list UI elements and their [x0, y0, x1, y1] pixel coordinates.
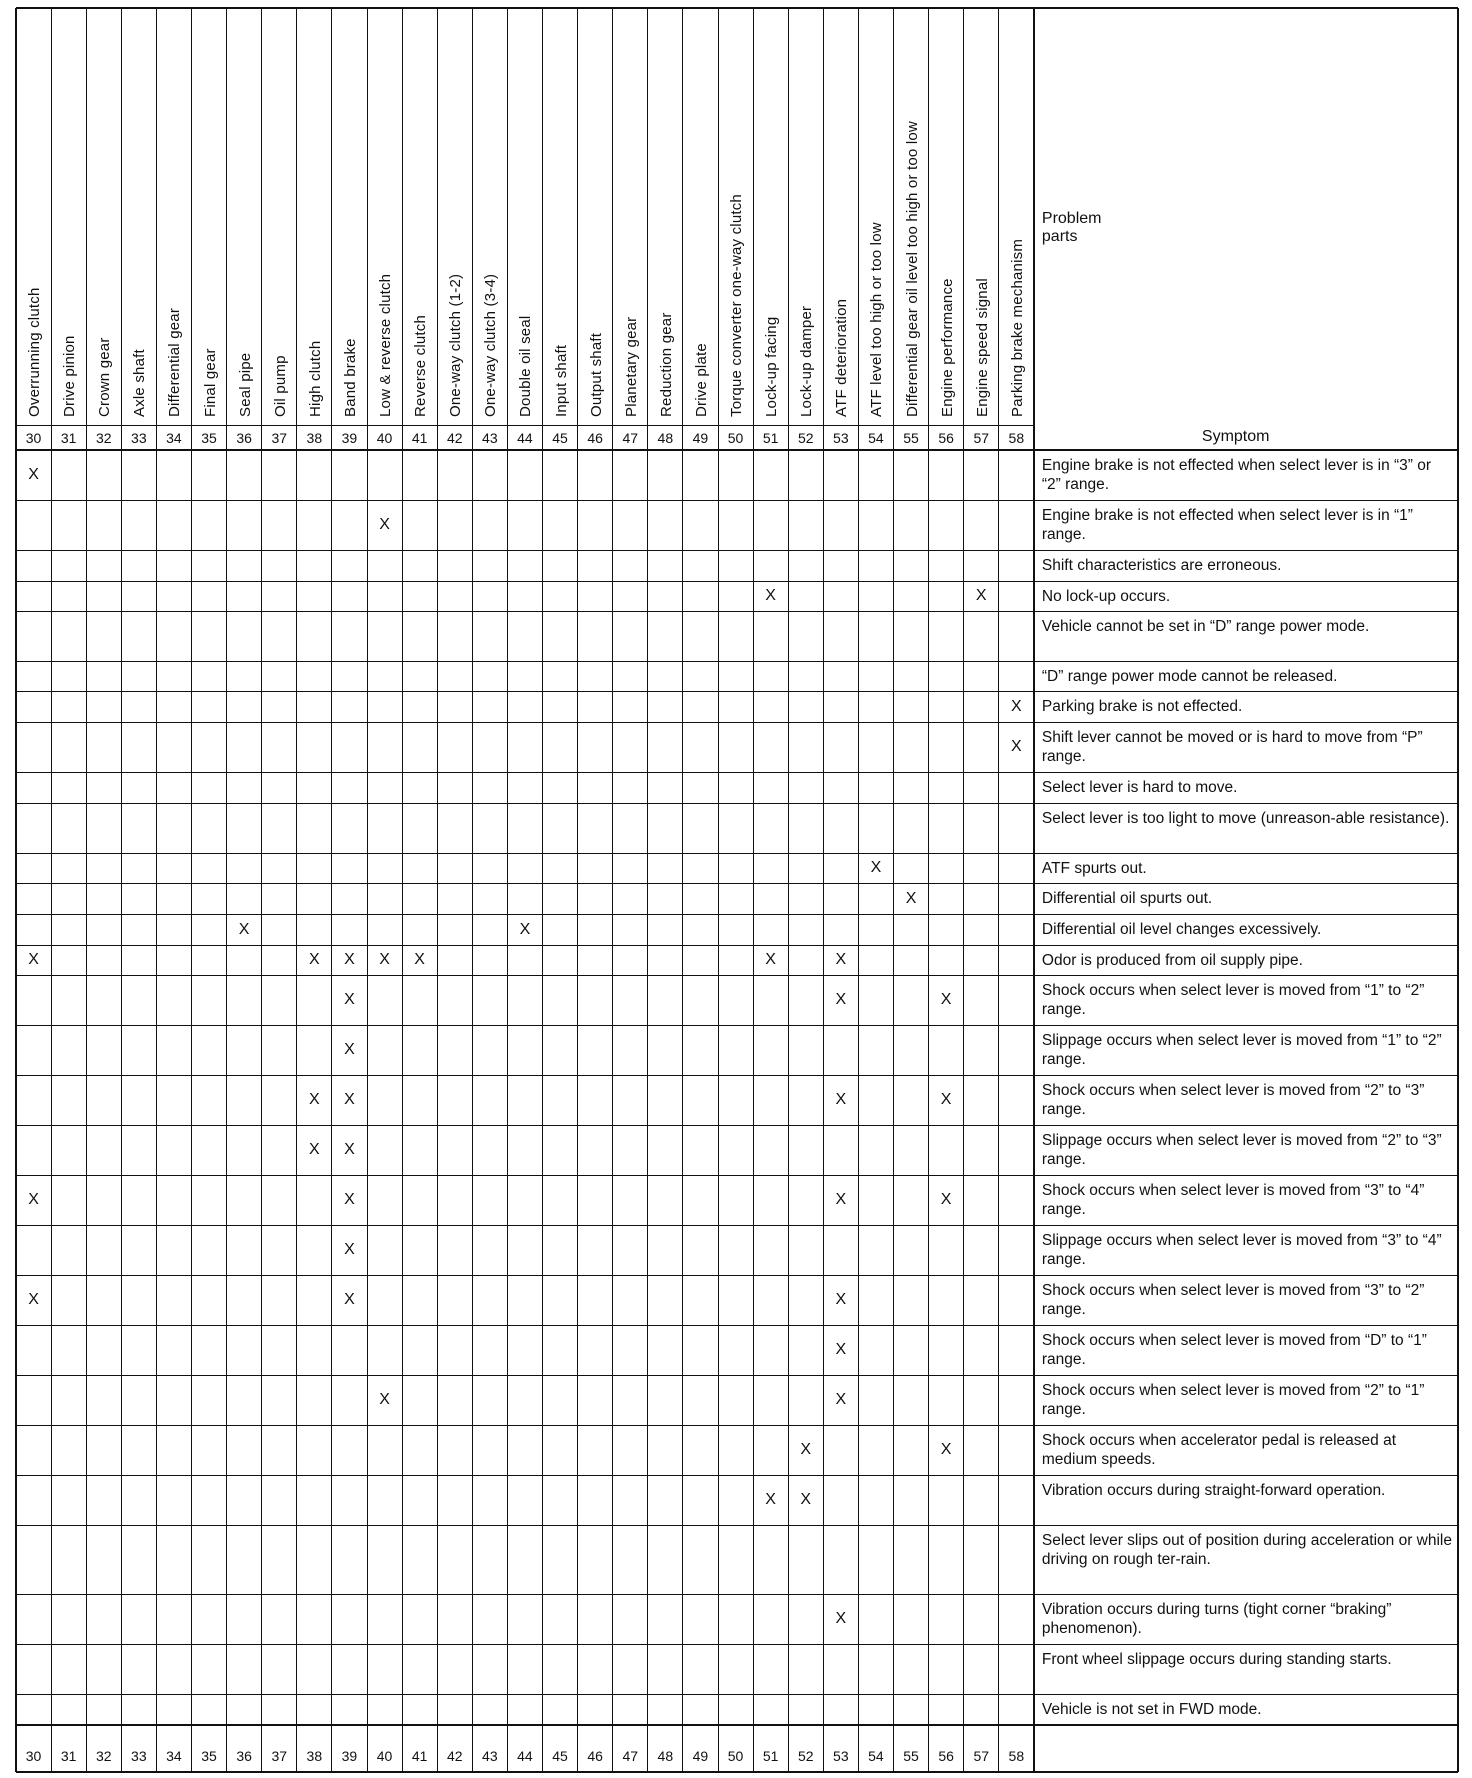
x-mark-39: X [344, 1191, 355, 1208]
part-number-bottom-31: 31 [60, 1748, 77, 1764]
part-number-top-43: 43 [482, 430, 498, 446]
part-number-bottom-49: 49 [692, 1748, 709, 1764]
table-row [16, 581, 1458, 611]
table-row [16, 975, 1458, 1025]
table-row [16, 1644, 1458, 1694]
x-mark-53: X [835, 1091, 847, 1108]
symptom-text: Shock occurs when select lever is moved from “3” to “4” range. [1041, 1182, 1425, 1218]
x-mark-36: X [238, 920, 250, 938]
x-mark-53: X [835, 991, 847, 1008]
symptom-text: Select lever is hard to move. [1041, 779, 1238, 796]
part-header-56: Engine performance [938, 278, 956, 417]
table-row [16, 1325, 1458, 1375]
part-header-35: Final gear [201, 348, 219, 417]
part-header-47: Planetary gear [622, 316, 640, 417]
part-number-bottom-38: 38 [306, 1748, 323, 1764]
table-row [16, 1475, 1458, 1525]
x-mark-51: X [765, 587, 776, 604]
x-mark-39: X [344, 1091, 355, 1108]
x-mark-58: X [1011, 697, 1022, 715]
part-number-top-52: 52 [797, 430, 814, 446]
part-number-bottom-50: 50 [727, 1748, 744, 1764]
x-mark-38: X [309, 1141, 320, 1158]
grid-hline [16, 1771, 1458, 1773]
table-row [16, 1594, 1458, 1644]
part-number-bottom-37: 37 [271, 1748, 288, 1764]
part-number-bottom-43: 43 [482, 1748, 498, 1764]
x-mark-40: X [379, 1391, 390, 1408]
part-number-bottom-40: 40 [376, 1748, 393, 1764]
x-mark-57: X [975, 587, 987, 604]
symptom-text: Parking brake is not effected. [1041, 698, 1243, 715]
symptom-text: Vibration occurs during straight-forward operation. [1041, 1482, 1386, 1499]
part-number-top-56: 56 [938, 430, 954, 446]
table-row [16, 1075, 1458, 1125]
table-row [16, 772, 1458, 803]
x-mark-56: X [940, 1441, 952, 1458]
x-mark-58: X [1011, 738, 1022, 755]
x-mark-55: X [905, 889, 917, 907]
x-mark-39: X [344, 1241, 355, 1258]
symptom-text: Vehicle is not set in FWD mode. [1041, 1701, 1262, 1718]
x-mark-56: X [940, 991, 952, 1008]
x-mark-39: X [344, 1141, 355, 1158]
part-number-top-35: 35 [201, 430, 217, 446]
symptom-text: Shock occurs when select lever is moved from “D” to “1” range. [1041, 1332, 1427, 1368]
part-number-bottom-57: 57 [973, 1748, 990, 1764]
symptom-text: Slippage occurs when select lever is moved from “3” to “4” range. [1041, 1232, 1442, 1268]
table-row [16, 1694, 1458, 1725]
x-mark-40: X [379, 951, 390, 968]
part-number-bottom-36: 36 [236, 1748, 252, 1764]
x-mark-56: X [940, 1191, 952, 1208]
table-row [16, 722, 1458, 772]
symptom-text: Vehicle cannot be set in “D” range power mode. [1041, 618, 1370, 635]
x-mark-38: X [309, 1091, 320, 1108]
table-row [16, 803, 1458, 853]
part-number-top-49: 49 [692, 430, 709, 446]
part-header-42: One-way clutch (1-2) [447, 273, 465, 417]
table-row [16, 1025, 1458, 1075]
x-mark-44: X [519, 920, 531, 938]
part-number-top-48: 48 [657, 430, 674, 446]
part-number-bottom-56: 56 [938, 1748, 954, 1764]
part-number-top-39: 39 [341, 430, 358, 446]
part-header-52: Lock-up damper [798, 305, 816, 417]
x-mark-53: X [835, 951, 847, 968]
x-mark-53: X [835, 1391, 847, 1408]
part-number-bottom-33: 33 [131, 1748, 147, 1764]
part-header-58: Parking brake mechanism [1008, 238, 1026, 417]
part-number-top-53: 53 [833, 430, 849, 446]
part-number-bottom-46: 46 [587, 1748, 603, 1764]
x-mark-38: X [309, 951, 320, 968]
symptom-label: Symptom [1201, 428, 1270, 445]
table-row [16, 914, 1458, 945]
symptom-text: Differential oil spurts out. [1041, 890, 1213, 907]
table-row [16, 945, 1458, 975]
x-mark-39: X [344, 951, 355, 968]
part-header-36: Seal pipe [236, 352, 254, 417]
part-number-top-47: 47 [622, 430, 639, 446]
part-header-38: High clutch [306, 340, 324, 417]
part-header-48: Reduction gear [657, 312, 675, 417]
part-number-bottom-44: 44 [517, 1748, 533, 1764]
part-number-bottom-55: 55 [903, 1748, 919, 1764]
symptom-text: Shock occurs when select lever is moved from “2” to “1” range. [1041, 1382, 1425, 1418]
symptom-text: Vibration occurs during turns (tight corner “braking” phenomenon). [1041, 1601, 1392, 1637]
part-number-top-41: 41 [411, 430, 428, 446]
part-number-bottom-34: 34 [166, 1748, 182, 1764]
x-mark-54: X [870, 859, 882, 876]
x-mark-30: X [28, 1291, 39, 1308]
part-number-top-36: 36 [236, 430, 252, 446]
part-number-bottom-32: 32 [95, 1748, 112, 1764]
x-mark-39: X [344, 1291, 355, 1308]
part-number-top-57: 57 [973, 430, 990, 446]
part-header-45: Input shaft [552, 344, 570, 417]
symptom-text: Shift characteristics are erroneous. [1041, 557, 1282, 574]
part-number-top-44: 44 [517, 430, 533, 446]
table-row [16, 1425, 1458, 1475]
part-number-top-54: 54 [868, 430, 884, 446]
part-header-30: Overrunning clutch [26, 287, 43, 417]
symptom-text: Shock occurs when accelerator pedal is released at medium speeds. [1041, 1432, 1396, 1468]
x-mark-39: X [344, 1041, 355, 1058]
table-row [16, 611, 1458, 661]
part-number-bottom-51: 51 [762, 1748, 779, 1764]
part-number-top-37: 37 [271, 430, 288, 446]
part-number-top-34: 34 [166, 430, 182, 446]
table-row [16, 1225, 1458, 1275]
table-row [16, 500, 1458, 550]
part-number-top-51: 51 [762, 430, 779, 446]
part-header-37: Oil pump [271, 355, 289, 417]
symptom-text: Select lever slips out of position during acceleration or while driving on rough ter-rain. [1041, 1532, 1452, 1568]
x-mark-52: X [800, 1441, 812, 1458]
part-header-49: Drive plate [692, 343, 710, 417]
x-mark-41: X [414, 951, 425, 968]
part-header-57: Engine speed signal [973, 278, 991, 417]
symptom-text: Select lever is too light to move (unreason-able resistance). [1041, 810, 1450, 827]
part-number-top-33: 33 [131, 430, 147, 446]
symptom-text: Slippage occurs when select lever is moved from “1” to “2” range. [1041, 1032, 1442, 1068]
x-mark-56: X [940, 1091, 952, 1108]
part-number-top-32: 32 [95, 430, 112, 446]
part-number-bottom-35: 35 [201, 1748, 217, 1764]
table-row [16, 1175, 1458, 1225]
symptom-text: Shock occurs when select lever is moved from “2” to “3” range. [1041, 1082, 1425, 1118]
x-mark-39: X [344, 991, 355, 1008]
symptom-text: Engine brake is not effected when select lever is in “1” range. [1041, 507, 1413, 543]
x-mark-53: X [835, 1191, 847, 1208]
part-header-43: One-way clutch (3-4) [482, 273, 500, 417]
table-row [16, 1525, 1458, 1594]
part-number-bottom-52: 52 [797, 1748, 814, 1764]
symptom-text: Shift lever cannot be moved or is hard to move from “P” range. [1041, 729, 1423, 765]
part-header-34: Differential gear [166, 307, 184, 417]
part-number-bottom-47: 47 [622, 1748, 639, 1764]
part-number-bottom-45: 45 [552, 1748, 568, 1764]
part-number-top-45: 45 [552, 430, 568, 446]
x-mark-52: X [800, 1491, 812, 1508]
x-mark-53: X [835, 1341, 847, 1358]
x-mark-30: X [28, 466, 39, 483]
symptom-text: No lock-up occurs. [1041, 587, 1171, 605]
part-header-55: Differential gear oil level too high or too low [903, 121, 921, 417]
part-number-top-58: 58 [1008, 430, 1025, 446]
symptom-text: Front wheel slippage occurs during standing starts. [1041, 1651, 1392, 1668]
part-number-bottom-30: 30 [25, 1748, 42, 1764]
table-row [16, 550, 1458, 581]
symptom-text: “D” range power mode cannot be released. [1041, 667, 1338, 685]
symptom-text: Slippage occurs when select lever is moved from “2” to “3” range. [1041, 1132, 1442, 1168]
grid-hline [16, 7, 1458, 9]
x-mark-30: X [28, 1191, 39, 1208]
problem-parts-label: Problem parts [1041, 210, 1102, 245]
part-header-46: Output shaft [587, 332, 605, 417]
part-number-top-40: 40 [376, 430, 393, 446]
x-mark-40: X [379, 516, 390, 533]
x-mark-53: X [835, 1610, 847, 1627]
part-number-bottom-42: 42 [446, 1748, 463, 1764]
table-row [16, 691, 1458, 722]
table-row [16, 1275, 1458, 1325]
symptom-text: ATF spurts out. [1041, 859, 1147, 877]
symptom-text: Shock occurs when select lever is moved from “1” to “2” range. [1041, 982, 1425, 1018]
part-header-51: Lock-up facing [763, 316, 781, 417]
table-row [16, 1125, 1458, 1175]
symptom-text: Engine brake is not effected when select lever is in “3” or “2” range. [1041, 457, 1432, 493]
part-header-41: Reverse clutch [412, 314, 430, 417]
x-mark-51: X [765, 951, 776, 968]
part-header-53: ATF deterioration [833, 298, 851, 417]
x-mark-30: X [28, 951, 39, 968]
table-row [16, 450, 1458, 500]
symptom-text: Odor is produced from oil supply pipe. [1041, 951, 1303, 969]
part-number-bottom-54: 54 [868, 1748, 884, 1764]
part-number-bottom-41: 41 [411, 1748, 428, 1764]
part-header-31: Drive pinion [61, 335, 79, 417]
x-mark-51: X [765, 1491, 776, 1508]
part-header-50: Torque converter one-way clutch [728, 194, 745, 417]
table-row [16, 883, 1458, 914]
part-header-32: Crown gear [96, 337, 114, 417]
part-number-bottom-58: 58 [1008, 1748, 1025, 1764]
x-mark-53: X [835, 1291, 847, 1308]
part-number-top-55: 55 [903, 430, 919, 446]
part-header-44: Double oil seal [517, 315, 535, 417]
part-number-top-38: 38 [306, 430, 323, 446]
table-row [16, 853, 1458, 883]
symptom-text: Differential oil level changes excessively. [1041, 921, 1322, 938]
table-row [16, 1375, 1458, 1425]
part-number-bottom-39: 39 [341, 1748, 358, 1764]
symptom-text: Shock occurs when select lever is moved from “3” to “2” range. [1041, 1282, 1425, 1318]
part-number-top-30: 30 [25, 430, 42, 446]
part-header-40: Low & reverse clutch [377, 273, 394, 417]
grid-hline [16, 425, 1034, 426]
table-row [16, 661, 1458, 691]
part-header-39: Band brake [341, 338, 359, 417]
part-number-top-50: 50 [727, 430, 744, 446]
part-number-top-46: 46 [587, 430, 603, 446]
part-number-top-31: 31 [60, 430, 77, 446]
part-number-top-42: 42 [446, 430, 463, 446]
part-number-bottom-48: 48 [657, 1748, 674, 1764]
part-header-33: Axle shaft [131, 349, 149, 417]
part-number-bottom-53: 53 [833, 1748, 849, 1764]
part-header-54: ATF level too high or too low [868, 222, 886, 417]
